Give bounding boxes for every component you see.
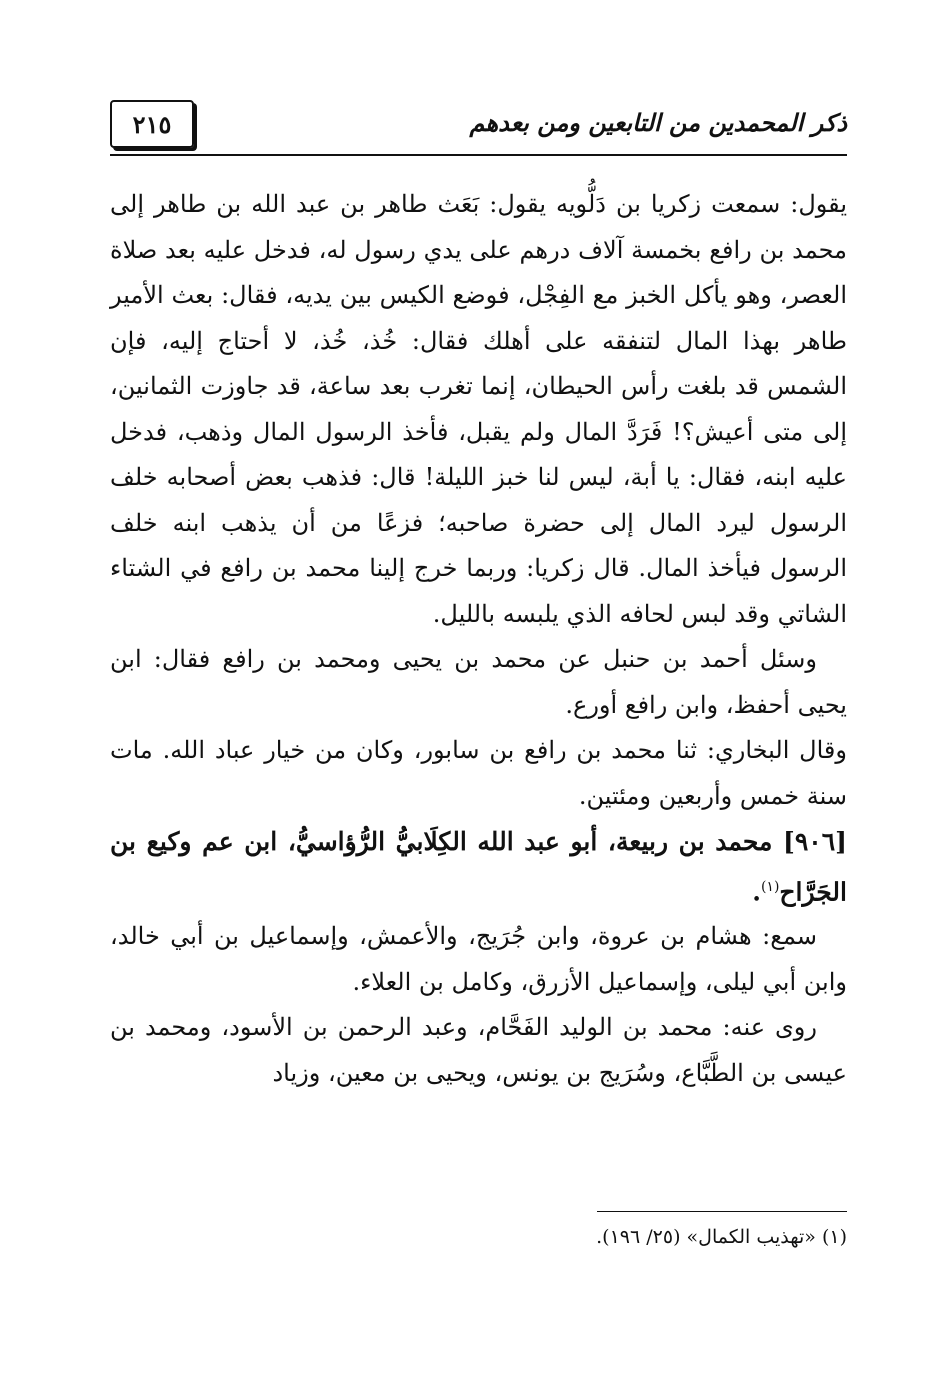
page-header — [110, 100, 847, 154]
entry-heading-end: . — [752, 876, 761, 906]
paragraph-2: وسئل أحمد بن حنبل عن محمد بن يحيى ومحمد بن رافع فقال: ابن يحيى أحفظ، وابن رافع أورع. — [110, 645, 847, 719]
entry-heading — [110, 819, 847, 914]
entry-heading-text: [٩٠٦] محمد بن ربيعة، أبو عبد الله الكِلَابيُّ الرُّؤاسيُّ، ابن عم وكيع بن الجَرَّاح — [110, 827, 847, 906]
footnote-marker[interactable]: (١) — [760, 878, 780, 895]
paragraph-3: وقال البخاري: ثنا محمد بن رافع بن سابور، وكان من خيار عباد الله. مات سنة خمس وأربعين ومئتين. — [110, 736, 847, 810]
page-number: ٢١٥ — [110, 100, 194, 148]
header-divider — [110, 154, 847, 156]
entry-paragraph-1: سمع: هشام بن عروة، وابن جُرَيج، والأعمش، وإسماعيل بن أبي خالد، وابن أبي ليلى، وإسماعيل الأزرق، وكامل بن العلاء. — [110, 922, 847, 996]
paragraph-1: يقول: سمعت زكريا بن دَلُّويه يقول: بَعَث طاهر بن عبد الله بن طاهر إلى محمد بن رافع بخمسة آلاف درهم على يدي رسول له، فدخل عليه بعد صلاة العصر، وهو يأكل الخبز مع الفِجْل، فوضع الكيس بين يديه، فقال: بعث الأمير طاهر بهذا المال لتنفقه على أهلك فقال: خُذ، خُذ، لا أحتاج إليه، فإن الشمس قد بلغت رأس الحيطان، إنما تغرب بعد ساعة، قد جاوزت الثمانين، إلى متى أعيش؟! فَرَدَّ المال ولم يقبل، فأخذ الرسول المال وذهب، فدخل عليه ابنه، فقال: يا أبة، ليس لنا خبز الليلة! قال: فذهب بعض أصحابه خلف الرسول ليرد المال إلى حضرة صاحبه؛ فزعًا من أن يذهب ابنه خلف الرسول فيأخذ المال. قال زكريا: وربما خرج إلينا محمد بن رافع في الشتاء الشاتي وقد لبس لحافه الذي يلبسه بالليل. — [110, 190, 848, 628]
main-text — [110, 182, 847, 1096]
footnote: (١) «تهذيب الكمال» (٢٥/ ١٩٦). — [596, 1226, 847, 1248]
entry-paragraph-2: روى عنه: محمد بن الوليد الفَحَّام، وعبد الرحمن بن الأسود، ومحمد بن عيسى بن الطَّبَّاع، وسُرَيج بن يونس، ويحيى بن معين، وزياد — [110, 1013, 847, 1087]
running-title: ذكر المحمدين من التابعين ومن بعدهم — [469, 108, 847, 137]
book-page — [110, 100, 847, 1377]
footnote-divider — [597, 1211, 847, 1212]
